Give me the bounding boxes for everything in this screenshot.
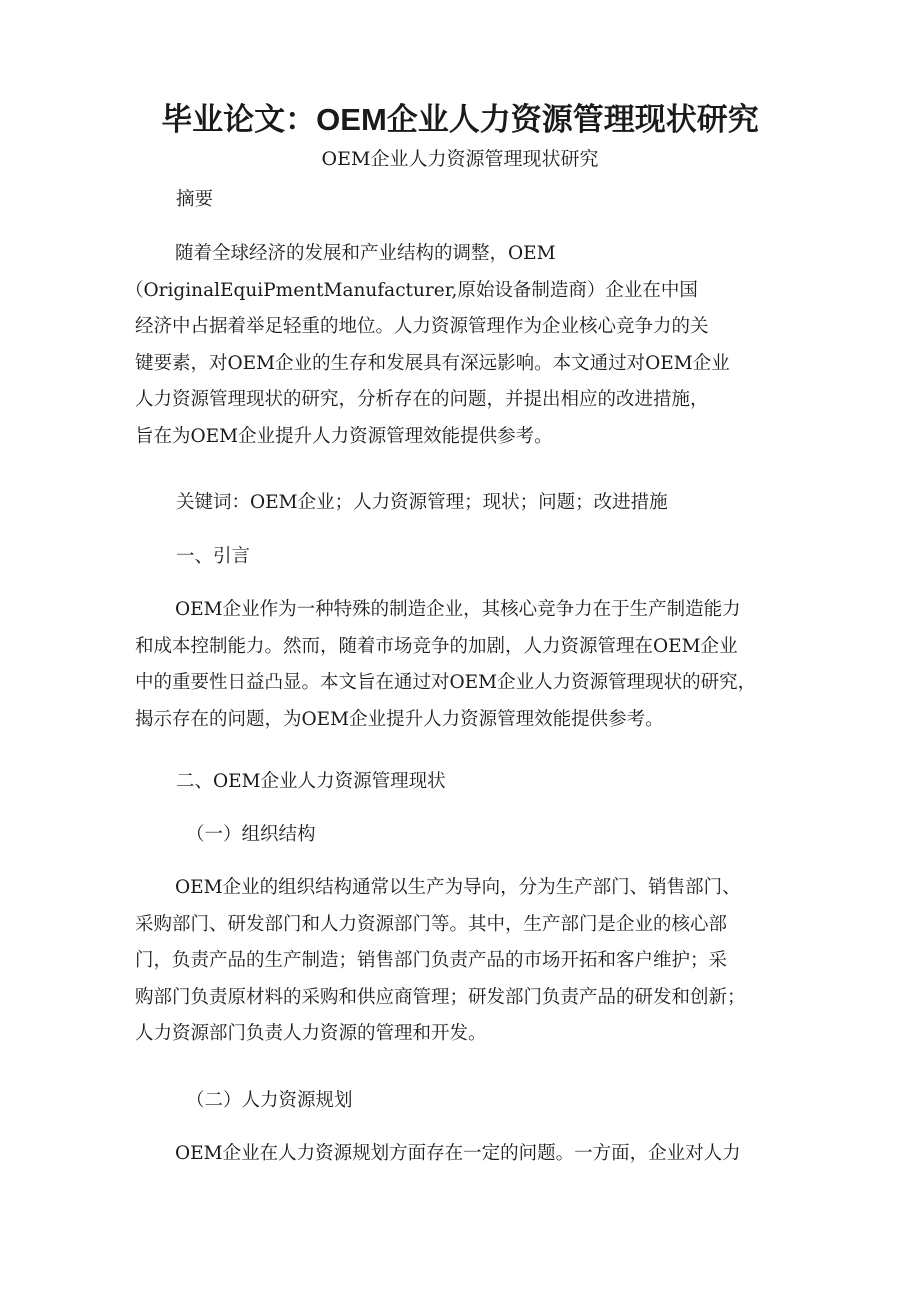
abstract-line: 经济中占据着举足轻重的地位。人力资源管理作为企业核心竞争力的关 [135, 316, 709, 337]
organization-line: OEM企业的组织结构通常以生产为导向，分为生产部门、销售部门、 [175, 877, 741, 898]
hr-planning-paragraph [135, 1136, 785, 1173]
abstract-line: 人力资源管理现状的研究，分析存在的问题，并提出相应的改进措施， [135, 389, 709, 410]
abstract-paragraph [125, 236, 785, 455]
keywords-line: 关键词：OEM企业；人力资源管理；现状；问题；改进措施 [176, 492, 668, 513]
introduction-line: OEM企业作为一种特殊的制造企业，其核心竞争力在于生产制造能力 [175, 599, 741, 620]
organization-line: 采购部门、研发部门和人力资源部门等。其中，生产部门是企业的核心部 [135, 913, 728, 935]
abstract-line: 旨在为OEM企业提升人力资源管理效能提供参考。 [135, 425, 553, 447]
introduction-line: 揭示存在的问题，为OEM企业提升人力资源管理效能提供参考。 [135, 708, 664, 730]
organization-line: 购部门负责原材料的采购和供应商管理；研发部门负责产品的研发和创新； [135, 986, 746, 1008]
document-subtitle: OEM企业人力资源管理现状研究 [321, 148, 599, 170]
hr-planning-line: OEM企业在人力资源规划方面存在一定的问题。一方面，企业对人力 [175, 1143, 741, 1164]
abstract-line: （OriginalEquiPmentManufacturer,原始设备制造商）企业在中国 [125, 279, 698, 301]
subsection-heading-organization: （一）组织结构 [186, 824, 316, 845]
document-title: 毕业论文：OEM企业人力资源管理现状研究 [161, 102, 759, 137]
subsection-heading-hr-planning: （二）人力资源规划 [186, 1090, 353, 1111]
introduction-line: 和成本控制能力。然而，随着市场竞争的加剧，人力资源管理在OEM企业 [135, 635, 738, 657]
organization-paragraph [135, 870, 785, 1053]
abstract-line: 随着全球经济的发展和产业结构的调整，OEM [175, 243, 556, 264]
introduction-line: 中的重要性日益凸显。本文旨在通过对OEM企业人力资源管理现状的研究， [135, 672, 757, 693]
section-heading-current-status: 二、OEM企业人力资源管理现状 [176, 771, 446, 792]
abstract-heading: 摘要 [176, 189, 214, 210]
abstract-line: 键要素，对OEM企业的生存和发展具有深远影响。本文通过对OEM企业 [135, 352, 730, 374]
organization-line: 门，负责产品的生产制造；销售部门负责产品的市场开拓和客户维护；采 [135, 950, 728, 971]
introduction-paragraph [135, 592, 785, 738]
organization-line: 人力资源部门负责人力资源的管理和开发。 [135, 1023, 487, 1044]
section-heading-introduction: 一、引言 [176, 546, 251, 567]
